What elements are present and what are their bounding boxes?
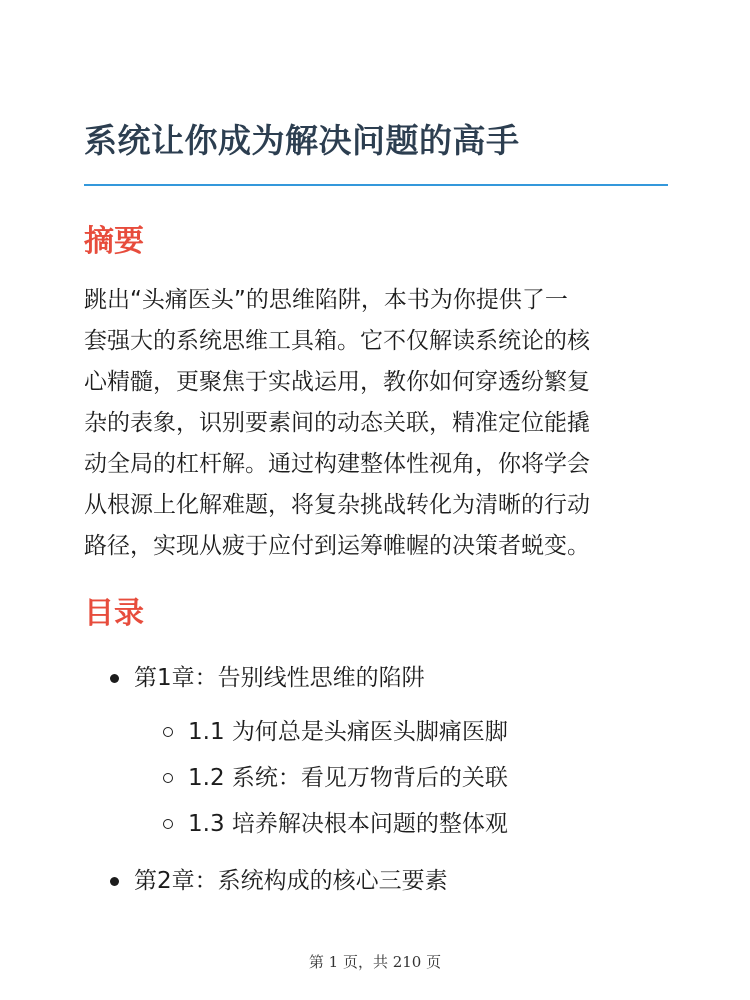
bullet-circle-icon — [163, 773, 173, 783]
title-divider — [84, 184, 668, 186]
bullet-circle-icon — [163, 727, 173, 737]
toc-heading: 目录 — [84, 596, 144, 631]
toc-section-1-1[interactable]: 1.1 为何总是头痛医头脚痛医脚 — [188, 719, 508, 745]
abstract-heading: 摘要 — [84, 224, 144, 259]
toc-section-1-3[interactable]: 1.3 培养解决根本问题的整体观 — [188, 811, 508, 837]
abstract-line: 跳出“头痛医头”的思维陷阱，本书为你提供了一 — [84, 287, 568, 313]
abstract-paragraph — [84, 280, 674, 567]
toc-chapter-1[interactable]: 第1章：告别线性思维的陷阱 — [134, 665, 425, 691]
page-number-footer: 第 1 页，共 210 页 — [308, 953, 442, 971]
toc-section-1-2[interactable]: 1.2 系统：看见万物背后的关联 — [188, 765, 508, 791]
bullet-circle-icon — [163, 819, 173, 829]
abstract-line: 动全局的杠杆解。通过构建整体性视角，你将学会 — [84, 451, 590, 477]
abstract-line: 心精髓，更聚焦于实战运用，教你如何穿透纷繁复 — [84, 369, 590, 395]
document-title: 系统让你成为解决问题的高手 — [84, 121, 520, 160]
abstract-line: 套强大的系统思维工具箱。它不仅解读系统论的核 — [84, 328, 590, 354]
bullet-disc-icon — [110, 877, 119, 886]
abstract-line: 杂的表象，识别要素间的动态关联，精准定位能撬 — [84, 410, 590, 436]
abstract-line: 从根源上化解难题，将复杂挑战转化为清晰的行动 — [84, 492, 590, 518]
abstract-line: 路径，实现从疲于应付到运筹帷幄的决策者蜕变。 — [84, 533, 590, 559]
toc-chapter-2[interactable]: 第2章：系统构成的核心三要素 — [134, 868, 448, 894]
bullet-disc-icon — [110, 674, 119, 683]
